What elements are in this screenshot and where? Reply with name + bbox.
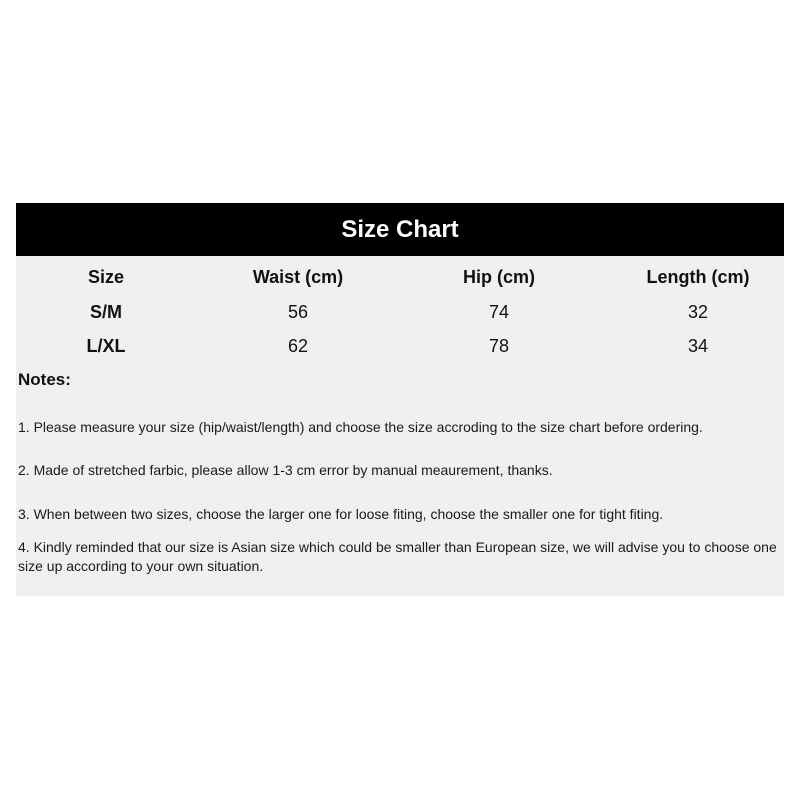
hip-cell: 74: [488, 302, 510, 322]
size-cell: L/XL: [86, 336, 126, 356]
header-hip: Hip (cm): [463, 267, 535, 287]
size-chart-title: Size Chart: [16, 203, 784, 256]
size-chart-panel: [16, 203, 784, 596]
waist-cell: 62: [287, 336, 309, 356]
note-item: 1. Please measure your size (hip/waist/length) and choose the size accroding to the size chart before ordering.: [18, 419, 703, 435]
note-item: 2. Made of stretched farbic, please allow 1-3 cm error by manual meaurement, thanks.: [18, 462, 553, 478]
header-size: Size: [87, 267, 125, 287]
size-cell: S/M: [89, 302, 122, 322]
table-header-row: [16, 260, 784, 294]
header-length: Length (cm): [646, 267, 750, 287]
length-cell: 34: [687, 336, 709, 356]
length-cell: 32: [687, 302, 709, 322]
table-row: [16, 295, 784, 329]
notes-heading: Notes:: [18, 370, 71, 389]
note-item: 4. Kindly reminded that our size is Asian size which could be smaller than European size, we will advise you to choose one size up according to your own situation.: [18, 539, 777, 574]
table-row: [16, 329, 784, 363]
header-waist: Waist (cm): [252, 267, 344, 287]
waist-cell: 56: [287, 302, 309, 322]
note-item: 3. When between two sizes, choose the larger one for loose fiting, choose the smaller one for tight fiting.: [18, 506, 664, 522]
hip-cell: 78: [488, 336, 510, 356]
